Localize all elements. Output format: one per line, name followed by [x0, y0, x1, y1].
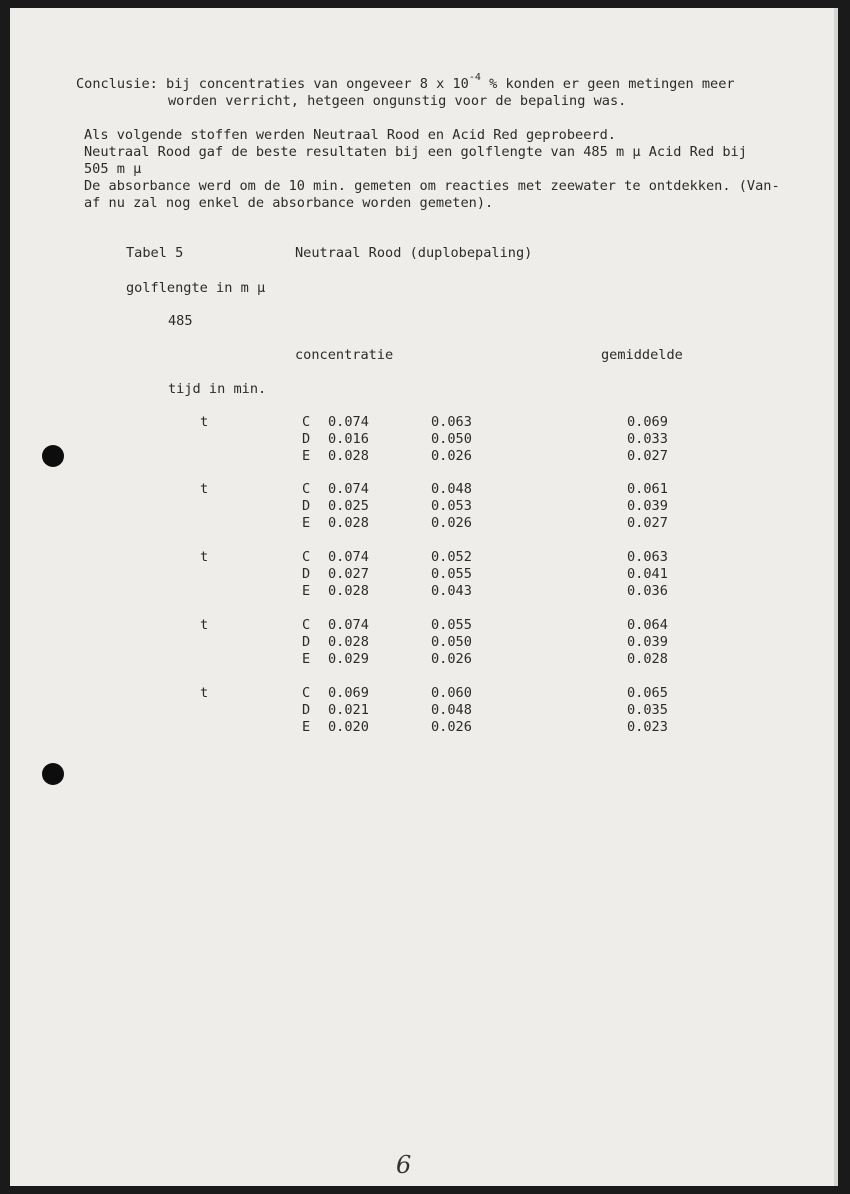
time-label: tijd in min. [168, 381, 267, 397]
sample-cell: C [302, 414, 311, 430]
concentration-1-cell: 0.069 [328, 685, 369, 701]
concentration-header: concentratie [295, 347, 394, 363]
concentration-2-cell: 0.053 [431, 498, 472, 514]
concentration-2-cell: 0.052 [431, 549, 472, 565]
concentration-1-cell: 0.028 [328, 634, 369, 650]
concentration-1-cell: 0.025 [328, 498, 369, 514]
sample-cell: E [302, 583, 311, 599]
concentration-2-cell: 0.043 [431, 583, 472, 599]
paragraph-line-3: 505 m μ [84, 161, 142, 177]
concentration-2-cell: 0.063 [431, 414, 472, 430]
concentration-2-cell: 0.050 [431, 634, 472, 650]
average-cell: 0.023 [627, 719, 668, 735]
concentration-2-cell: 0.050 [431, 431, 472, 447]
paragraph-line-4: De absorbance werd om de 10 min. gemeten om reacties met zeewater te ontdekken. (Van- [84, 178, 780, 194]
concentration-2-cell: 0.026 [431, 448, 472, 464]
average-cell: 0.065 [627, 685, 668, 701]
conclusion-line-1: Conclusie: bij concentraties van ongeveer 8 x $10^{-4}$ % konden er geen metingen meer [76, 72, 735, 92]
sample-cell: E [302, 651, 311, 667]
sample-cell: D [302, 702, 311, 718]
sample-cell: E [302, 448, 311, 464]
conclusion-line-2: worden verricht, hetgeen ongunstig voor de bepaling was. [168, 93, 627, 109]
page-number: 6 [396, 1151, 412, 1179]
sample-cell: D [302, 634, 311, 650]
paragraph-line-2: Neutraal Rood gaf de beste resultaten bij een golflengte van 485 m μ Acid Red bij [84, 144, 747, 160]
concentration-1-cell: 0.016 [328, 431, 369, 447]
time-cell: t [200, 481, 209, 497]
wavelength-value: 485 [168, 313, 193, 329]
table-label: Tabel 5 [126, 245, 184, 261]
concentration-1-cell: 0.021 [328, 702, 369, 718]
concentration-2-cell: 0.048 [431, 481, 472, 497]
concentration-1-cell: 0.028 [328, 515, 369, 531]
concentration-2-cell: 0.026 [431, 651, 472, 667]
concentration-1-cell: 0.027 [328, 566, 369, 582]
sample-cell: D [302, 566, 311, 582]
concentration-1-cell: 0.074 [328, 617, 369, 633]
average-cell: 0.028 [627, 651, 668, 667]
concentration-2-cell: 0.055 [431, 566, 472, 582]
concentration-2-cell: 0.026 [431, 515, 472, 531]
concentration-2-cell: 0.060 [431, 685, 472, 701]
sample-cell: D [302, 431, 311, 447]
concentration-1-cell: 0.028 [328, 583, 369, 599]
average-cell: 0.064 [627, 617, 668, 633]
average-cell: 0.027 [627, 515, 668, 531]
time-cell: t [200, 685, 209, 701]
concentration-2-cell: 0.048 [431, 702, 472, 718]
punch-hole-top [42, 445, 64, 467]
average-cell: 0.039 [627, 498, 668, 514]
average-cell: 0.039 [627, 634, 668, 650]
sample-cell: C [302, 481, 311, 497]
document-page [10, 8, 838, 1186]
sample-cell: D [302, 498, 311, 514]
average-cell: 0.033 [627, 431, 668, 447]
average-cell: 0.063 [627, 549, 668, 565]
sample-cell: E [302, 719, 311, 735]
concentration-1-cell: 0.074 [328, 414, 369, 430]
concentration-2-cell: 0.055 [431, 617, 472, 633]
table-title: Neutraal Rood (duplobepaling) [295, 245, 533, 261]
page-edge [834, 8, 838, 1186]
sample-cell: E [302, 515, 311, 531]
average-cell: 0.036 [627, 583, 668, 599]
concentration-1-cell: 0.074 [328, 549, 369, 565]
paragraph-line-1: Als volgende stoffen werden Neutraal Rood en Acid Red geprobeerd. [84, 127, 616, 143]
sample-cell: C [302, 617, 311, 633]
average-cell: 0.041 [627, 566, 668, 582]
time-cell: t [200, 414, 209, 430]
concentration-1-cell: 0.020 [328, 719, 369, 735]
sample-cell: C [302, 549, 311, 565]
wavelength-label: golflengte in m μ [126, 280, 266, 296]
average-cell: 0.061 [627, 481, 668, 497]
concentration-1-cell: 0.074 [328, 481, 369, 497]
concentration-2-cell: 0.026 [431, 719, 472, 735]
paragraph-line-5: af nu zal nog enkel de absorbance worden gemeten). [84, 195, 494, 211]
average-cell: 0.069 [627, 414, 668, 430]
time-cell: t [200, 617, 209, 633]
average-cell: 0.035 [627, 702, 668, 718]
average-cell: 0.027 [627, 448, 668, 464]
punch-hole-bottom [42, 763, 64, 785]
time-cell: t [200, 549, 209, 565]
average-header: gemiddelde [601, 347, 683, 363]
concentration-1-cell: 0.028 [328, 448, 369, 464]
sample-cell: C [302, 685, 311, 701]
concentration-1-cell: 0.029 [328, 651, 369, 667]
